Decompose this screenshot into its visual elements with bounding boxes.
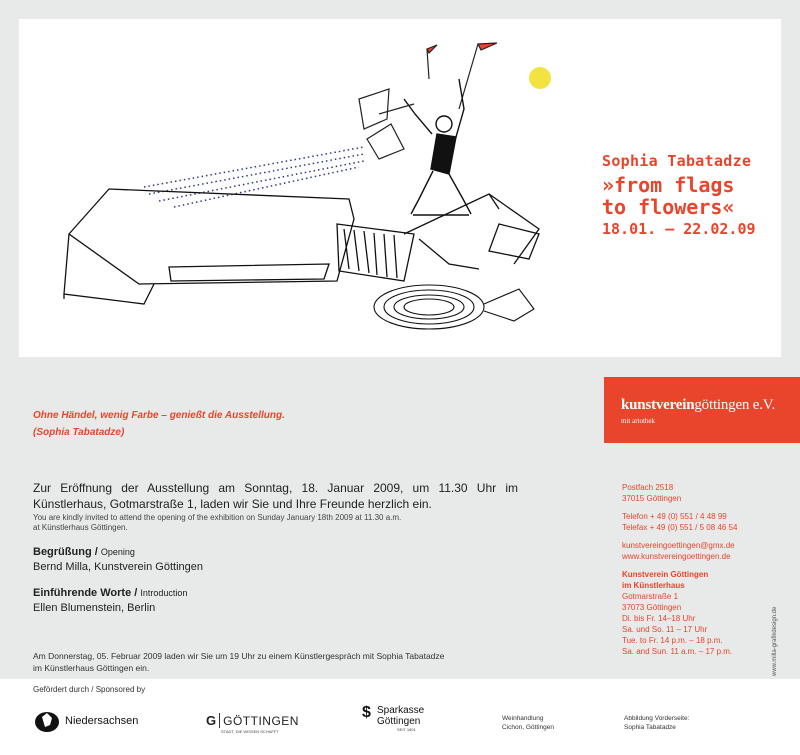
logo-subtitle: mit artothek <box>621 417 656 425</box>
horse-icon <box>33 709 67 733</box>
kunstverein-logo <box>604 377 800 443</box>
goettingen-slogan: STADT, DIE WISSEN SCHAFFT <box>221 729 279 734</box>
venue-city: 37073 Göttingen <box>622 603 682 612</box>
artist-name: Sophia Tabatadze <box>602 152 752 170</box>
invitation-english-line-2: at Künstlerhaus Göttingen. <box>33 523 128 532</box>
artist-talk-note <box>33 650 533 674</box>
program-heading-en: Introduction <box>140 588 188 598</box>
pinwheel-sketch <box>359 89 414 159</box>
invitation-english <box>33 513 518 533</box>
wein-line-1: Weinhandlung <box>502 715 544 722</box>
flag-right <box>459 43 497 109</box>
venue-line-1: Kunstverein Göttingen <box>622 570 709 579</box>
postfach-city: 37015 Göttingen <box>622 494 682 503</box>
program-heading-de: Einführende Worte / <box>33 587 141 599</box>
cover-image-credit <box>624 714 689 732</box>
logo-bold: kunstverein <box>621 397 695 413</box>
figure-sketch <box>404 79 471 215</box>
wein-line-2: Cichon, Göttingen <box>502 724 555 731</box>
sparkasse-line-1: Sparkasse <box>377 705 425 716</box>
venue-line-2: im Künstlerhaus <box>622 581 685 590</box>
program-item-opening <box>33 546 518 573</box>
quote-line-2: (Sophia Tabatadze) <box>33 427 125 438</box>
program-heading <box>33 546 518 558</box>
artist-quote <box>33 407 285 441</box>
hours-de-weekend: Sa. und So. 11 – 17 Uhr <box>622 625 708 634</box>
logo-rest: göttingen e.V. <box>694 397 776 413</box>
title-line-2: to flowers« <box>602 195 735 219</box>
abb-line-1: Abbildung Vorderseite: <box>624 715 690 722</box>
venue-subname <box>622 580 737 591</box>
telefax: Telefax + 49 (0) 551 / 5 08 46 54 <box>622 523 738 532</box>
email-link[interactable]: kunstvereingoettingen@gmx.de <box>622 541 735 550</box>
sparkasse-icon: $ <box>362 704 371 721</box>
contact-block <box>622 482 737 657</box>
invitation-block <box>33 480 518 614</box>
hours-de-weekday: Di. bis Fr. 14–18 Uhr <box>622 614 696 623</box>
sponsor-weinhandlung <box>502 714 554 732</box>
sponsor-niedersachsen-text: Niedersachsen <box>65 715 139 727</box>
sponsor-niedersachsen <box>33 709 138 733</box>
venue-street: Gotmarstraße 1 <box>622 592 679 601</box>
flag-left <box>427 45 437 79</box>
goettingen-g-mark: G <box>206 713 220 728</box>
sparkasse-line-2: Göttingen <box>377 716 421 727</box>
telefon: Telefon + 49 (0) 551 / 4 48 99 <box>622 512 727 521</box>
quote-line-1: Ohne Händel, wenig Farbe – genießt die Ausstellung. <box>33 410 285 421</box>
exhibition-title-block <box>602 152 756 238</box>
logo-wordmark <box>621 397 775 414</box>
swirl-sketch <box>374 285 534 329</box>
talk-line-2: im Künstlerhaus Göttingen ein. <box>33 663 150 673</box>
invitation-german: Zur Eröffnung der Ausstellung am Sonntag, 18. Januar 2009, um 11.30 Uhr im Künstlerhaus, Gotmarstraße 1, laden wir Sie und Ihre Freunde herzlich ein. <box>33 481 518 511</box>
program-speaker: Ellen Blumenstein, Berlin <box>33 602 156 614</box>
sponsor-goettingen <box>206 713 299 734</box>
hours-en-weekday: Tue. to Fr. 14 p.m. – 18 p.m. <box>622 636 723 645</box>
exhibition-dates: 18.01. – 22.02.09 <box>602 220 756 238</box>
exhibition-title <box>602 174 756 218</box>
sponsor-sparkasse <box>362 705 424 732</box>
sponsor-bar <box>0 679 800 755</box>
website-link[interactable]: www.kunstvereingoettingen.de <box>622 552 731 561</box>
sponsor-label: Gefördert durch / Sponsored by <box>33 685 146 694</box>
sun-circle <box>529 67 551 89</box>
program-item-introduction <box>33 587 518 614</box>
abb-line-2: Sophia Tabatadze <box>624 724 676 731</box>
goettingen-wordmark: GÖTTINGEN <box>223 713 299 728</box>
hero-panel <box>19 19 781 357</box>
box-sketch <box>64 189 539 304</box>
design-credit: www.milla-grafikdesign.de <box>772 606 778 676</box>
venue-name <box>622 569 737 580</box>
postfach: Postfach 2518 <box>622 483 674 492</box>
program-heading <box>33 587 518 599</box>
sparkasse-since: SEIT 1801 <box>397 727 416 732</box>
program-speaker: Bernd Milla, Kunstverein Göttingen <box>33 561 203 573</box>
invitation-english-line-1: You are kindly invited to attend the opening of the exhibition on Sunday January 18th 2009 at 11.30 a.m. <box>33 513 402 522</box>
title-line-1: »from flags <box>602 173 735 197</box>
program-heading-en: Opening <box>100 547 135 557</box>
program-heading-de: Begrüßung / <box>33 546 101 558</box>
talk-line-1: Am Donnerstag, 05. Februar 2009 laden wir Sie um 19 Uhr zu einem Künstlergespräch mit Sophia Tabatadze <box>33 651 445 661</box>
hours-en-weekend: Sa. and Sun. 11 a.m. – 17 p.m. <box>622 647 733 656</box>
